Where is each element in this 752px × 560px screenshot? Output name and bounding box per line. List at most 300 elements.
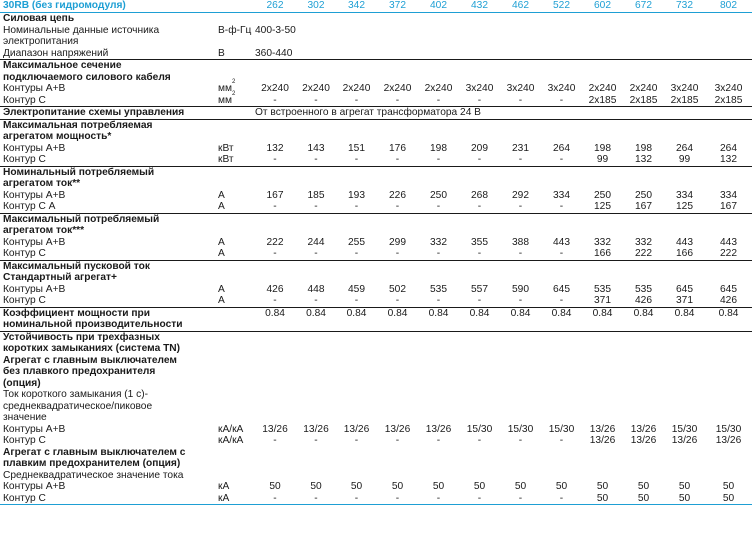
table-cell: 151 — [348, 142, 365, 154]
table-cell: 167 — [705, 201, 752, 213]
table-row — [0, 272, 752, 284]
table-cell: - — [377, 95, 418, 107]
table-cell — [418, 366, 459, 378]
table-cell: 264 — [720, 142, 737, 154]
table-cell: - — [500, 493, 541, 505]
table-cell — [500, 36, 541, 48]
table-cell — [582, 412, 623, 424]
row-unit — [216, 237, 254, 249]
table-cell — [377, 260, 418, 272]
row-label: плавким предохранителем (опция) — [3, 458, 181, 469]
table-cell — [254, 412, 296, 424]
table-cell: 15/30 — [507, 423, 534, 435]
table-cell — [705, 272, 752, 284]
table-cell: - — [459, 95, 500, 107]
table-cell — [500, 272, 541, 284]
table-cell: - — [477, 435, 482, 446]
table-cell — [500, 13, 541, 25]
table-cell: 13/26 — [303, 423, 329, 435]
table-cell — [336, 389, 377, 401]
table-cell — [459, 319, 500, 331]
table-cell — [582, 355, 623, 367]
row-label: Контур С — [0, 154, 216, 166]
row-unit — [216, 60, 254, 72]
table-cell — [582, 213, 623, 225]
model-heading: 30RB (без гидромодуля) — [0, 0, 216, 13]
table-cell — [541, 470, 582, 482]
table-cell — [705, 178, 752, 190]
table-cell: - — [500, 295, 541, 307]
table-row — [0, 355, 752, 367]
row-label: Контур С — [0, 493, 216, 505]
table-cell — [582, 343, 623, 355]
table-cell — [254, 355, 296, 367]
table-row — [0, 95, 752, 107]
row-unit — [216, 225, 254, 237]
table-cell — [254, 131, 296, 143]
row-label: Контуры А+В — [3, 236, 66, 248]
table-row — [0, 331, 752, 343]
table-cell — [541, 119, 582, 131]
row-unit — [216, 412, 254, 424]
table-cell: - — [273, 435, 277, 446]
table-cell: 0.84 — [674, 307, 695, 319]
table-row — [0, 72, 752, 84]
unit-text: кА — [218, 481, 230, 492]
table-cell — [623, 458, 664, 470]
unit-text: А — [218, 283, 225, 295]
table-cell — [459, 213, 500, 225]
table-cell — [541, 131, 582, 143]
table-cell — [377, 178, 418, 190]
table-cell — [336, 72, 377, 84]
table-cell — [623, 13, 664, 25]
span-value: 400-3-50 — [255, 24, 296, 36]
table-cell — [336, 119, 377, 131]
table-cell: 222 — [623, 248, 664, 260]
table-cell: - — [541, 201, 582, 213]
table-row — [0, 107, 752, 120]
table-cell — [377, 119, 418, 131]
table-cell: - — [254, 248, 296, 260]
table-cell: 426 — [623, 295, 664, 307]
table-cell — [459, 119, 500, 131]
table-cell — [541, 343, 582, 355]
table-cell — [623, 366, 664, 378]
table-row — [0, 470, 752, 482]
row-unit — [216, 366, 254, 378]
table-cell — [705, 470, 752, 482]
table-cell: 0.84 — [718, 307, 739, 319]
table-row — [0, 201, 752, 213]
table-cell: - — [459, 201, 500, 213]
table-row — [0, 458, 752, 470]
row-unit — [216, 389, 254, 401]
table-cell: 250 — [430, 189, 447, 201]
unit-column-header — [216, 0, 254, 13]
table-cell — [541, 331, 582, 343]
table-cell — [705, 366, 752, 378]
table-cell: 3x240 — [670, 83, 699, 94]
table-cell — [500, 366, 541, 378]
table-cell: 193 — [348, 189, 365, 201]
table-cell — [500, 401, 541, 413]
table-row — [0, 248, 752, 260]
table-cell: 50 — [596, 481, 609, 492]
table-cell — [459, 458, 500, 470]
table-cell: - — [541, 154, 582, 166]
table-cell — [500, 319, 541, 331]
table-cell: - — [296, 154, 336, 166]
table-cell: 15/30 — [466, 423, 493, 435]
table-cell — [296, 458, 336, 470]
row-label: Контуры А+В — [3, 83, 66, 94]
table-cell: 244 — [307, 236, 325, 248]
table-cell — [582, 72, 623, 84]
size-header: 462 — [500, 0, 541, 13]
unit-text: кА/кА — [218, 435, 244, 446]
table-cell: 13/26 — [589, 423, 616, 435]
table-cell — [500, 458, 541, 470]
table-cell: - — [377, 493, 418, 505]
table-cell: - — [395, 435, 400, 446]
table-cell — [664, 178, 705, 190]
table-cell — [541, 178, 582, 190]
table-cell — [336, 378, 377, 390]
table-cell: 3x240 — [465, 83, 494, 94]
row-label: Контуры А+В — [3, 142, 66, 154]
table-cell — [336, 343, 377, 355]
row-unit — [216, 190, 254, 202]
table-cell: 13/26 — [630, 435, 657, 446]
table-cell: 15/30 — [671, 423, 698, 435]
table-cell — [296, 166, 336, 178]
table-cell: 2x185 — [705, 95, 752, 107]
table-cell: 50 — [350, 481, 363, 492]
table-row — [0, 225, 752, 237]
table-cell: 15/30 — [548, 423, 575, 435]
table-row — [0, 166, 752, 178]
row-unit — [216, 272, 254, 284]
table-cell — [705, 343, 752, 355]
table-header-row — [0, 0, 752, 13]
table-cell: 535 — [594, 283, 611, 295]
row-unit — [216, 447, 254, 459]
row-label: Максимальное сечение — [3, 60, 122, 71]
row-unit — [216, 90, 254, 107]
table-cell — [418, 378, 459, 390]
table-cell: - — [354, 435, 359, 446]
table-cell — [296, 272, 336, 284]
row-unit — [216, 295, 254, 307]
table-cell — [541, 260, 582, 272]
table-cell — [336, 213, 377, 225]
table-cell — [296, 60, 336, 72]
table-cell — [500, 131, 541, 143]
table-cell: 231 — [512, 142, 529, 154]
table-row — [0, 307, 752, 319]
row-label: Устойчивость при трехфазных — [3, 331, 160, 343]
row-unit — [216, 143, 254, 155]
row-label: электропитания — [3, 36, 79, 47]
table-cell — [418, 60, 459, 72]
table-cell: - — [541, 95, 582, 107]
table-cell — [296, 72, 336, 84]
table-cell — [418, 260, 459, 272]
table-cell: 459 — [348, 283, 365, 295]
table-cell: 443 — [720, 236, 737, 248]
table-cell — [705, 60, 752, 72]
table-cell — [459, 412, 500, 424]
table-cell: 166 — [664, 248, 705, 260]
table-cell — [336, 225, 377, 237]
table-cell: - — [559, 435, 564, 446]
table-cell — [377, 447, 418, 459]
table-cell: 222 — [266, 236, 284, 248]
table-cell — [254, 13, 296, 25]
row-label: значение — [3, 412, 47, 423]
table-cell — [377, 72, 418, 84]
table-cell: 209 — [471, 142, 488, 154]
table-row — [0, 319, 752, 331]
table-cell — [500, 213, 541, 225]
table-cell — [582, 378, 623, 390]
table-cell — [336, 319, 377, 331]
row-label: Максимальный потребляемый — [3, 213, 160, 225]
unit-text: кА — [218, 492, 230, 504]
table-cell — [541, 272, 582, 284]
table-cell — [377, 412, 418, 424]
table-cell — [705, 72, 752, 84]
row-label: Контуры А+В — [3, 481, 66, 492]
table-cell — [336, 447, 377, 459]
table-row — [0, 295, 752, 307]
table-cell: 2x185 — [664, 95, 705, 107]
unit-text: А — [218, 201, 225, 212]
table-cell: - — [254, 493, 296, 505]
row-unit — [216, 213, 254, 225]
table-cell — [418, 355, 459, 367]
table-cell — [623, 378, 664, 390]
row-label: Стандартный агрегат+ — [3, 272, 117, 283]
table-cell: 645 — [676, 283, 693, 295]
row-label: Силовая цепь — [3, 13, 75, 24]
row-label: подключаемого силового кабеля — [3, 71, 171, 83]
table-row — [0, 493, 752, 505]
table-cell — [623, 331, 664, 343]
table-cell: - — [296, 493, 336, 505]
table-cell — [623, 166, 664, 178]
table-cell: 3x240 — [714, 83, 743, 94]
table-cell — [664, 166, 705, 178]
table-cell — [296, 13, 336, 25]
row-unit — [216, 248, 254, 260]
table-cell — [664, 401, 705, 413]
size-header: 262 — [254, 0, 296, 13]
table-cell: 0.84 — [346, 307, 367, 319]
table-row — [0, 48, 752, 60]
table-cell: 13/26 — [715, 435, 742, 446]
row-label: агрегатом мощность* — [3, 131, 112, 142]
table-cell — [459, 272, 500, 284]
table-cell — [459, 470, 500, 482]
table-cell — [623, 213, 664, 225]
table-cell — [500, 178, 541, 190]
table-cell: 250 — [635, 189, 652, 201]
table-cell — [296, 378, 336, 390]
table-cell: 226 — [389, 189, 406, 201]
table-cell — [664, 366, 705, 378]
table-cell: 13/26 — [425, 423, 452, 435]
table-cell — [664, 131, 705, 143]
table-cell — [377, 366, 418, 378]
table-cell: 125 — [664, 201, 705, 213]
table-cell — [541, 60, 582, 72]
row-label: Контур С — [0, 295, 216, 307]
table-cell — [459, 260, 500, 272]
row-label: коротких замыканиях (система TN) — [3, 343, 181, 354]
table-cell — [336, 131, 377, 143]
table-cell: 264 — [676, 142, 693, 154]
table-cell — [541, 389, 582, 401]
table-cell: - — [459, 248, 500, 260]
table-cell: - — [418, 154, 459, 166]
table-cell — [336, 458, 377, 470]
table-cell — [336, 412, 377, 424]
unit-superscript: 2 — [232, 79, 236, 85]
table-cell — [664, 389, 705, 401]
table-cell — [705, 355, 752, 367]
table-cell: 334 — [553, 189, 570, 201]
table-cell — [336, 366, 377, 378]
table-cell: 3x240 — [506, 83, 535, 94]
table-cell: 13/26 — [589, 435, 616, 446]
table-cell: 99 — [664, 154, 705, 166]
table-cell — [664, 272, 705, 284]
table-cell — [296, 343, 336, 355]
table-cell — [418, 401, 459, 413]
table-cell — [705, 401, 752, 413]
table-cell — [500, 355, 541, 367]
table-cell: 255 — [348, 236, 365, 248]
table-cell: 50 — [705, 493, 752, 505]
table-cell — [582, 319, 623, 331]
table-row — [0, 284, 752, 296]
row-unit — [216, 458, 254, 470]
table-cell: 388 — [512, 236, 529, 248]
table-cell — [377, 343, 418, 355]
table-cell: 50 — [391, 481, 404, 492]
row-unit — [216, 79, 254, 95]
table-cell: 0.84 — [387, 307, 408, 319]
table-cell — [254, 72, 296, 84]
table-cell — [377, 213, 418, 225]
table-cell — [623, 401, 664, 413]
table-cell: 2x240 — [302, 83, 330, 94]
table-cell — [254, 272, 296, 284]
table-cell — [500, 331, 541, 343]
table-cell — [582, 331, 623, 343]
table-cell: - — [500, 248, 541, 260]
table-row — [0, 83, 752, 95]
table-cell — [541, 355, 582, 367]
table-cell: - — [296, 295, 336, 307]
table-cell: - — [336, 201, 377, 213]
table-cell: 250 — [594, 189, 611, 201]
row-unit — [216, 284, 254, 296]
row-label: Контур С — [3, 435, 46, 446]
table-cell: - — [500, 95, 541, 107]
table-cell — [254, 389, 296, 401]
table-cell — [418, 36, 459, 48]
table-row — [0, 378, 752, 390]
size-header: 302 — [296, 0, 336, 13]
table-cell — [418, 72, 459, 84]
table-cell — [500, 447, 541, 459]
table-cell: 13/26 — [671, 435, 698, 446]
table-cell: 185 — [307, 189, 325, 201]
table-cell — [582, 260, 623, 272]
table-cell: 2x240 — [424, 83, 453, 94]
table-cell — [377, 331, 418, 343]
table-cell: - — [377, 154, 418, 166]
row-label: Электропитание схемы управления — [0, 107, 216, 120]
table-cell: 292 — [512, 189, 529, 201]
row-unit — [216, 470, 254, 482]
table-cell — [541, 213, 582, 225]
row-label: Номинальный потребляемый — [3, 166, 155, 178]
unit-text: В — [218, 47, 225, 59]
table-cell — [418, 225, 459, 237]
table-cell — [418, 13, 459, 25]
table-cell — [705, 260, 752, 272]
table-cell: 222 — [705, 248, 752, 260]
table-cell: - — [296, 95, 336, 107]
table-cell: - — [336, 154, 377, 166]
row-unit — [216, 378, 254, 390]
table-cell — [296, 178, 336, 190]
table-cell — [705, 319, 752, 331]
table-cell — [296, 319, 336, 331]
table-cell: 13/26 — [262, 423, 288, 435]
table-cell: 198 — [430, 142, 447, 154]
table-cell — [418, 131, 459, 143]
table-cell — [541, 72, 582, 84]
table-cell — [623, 470, 664, 482]
table-cell: 50 — [310, 481, 322, 492]
table-row — [0, 131, 752, 143]
table-cell: - — [296, 201, 336, 213]
table-cell — [459, 331, 500, 343]
table-row — [0, 447, 752, 459]
table-cell — [254, 213, 296, 225]
size-header: 672 — [623, 0, 664, 13]
table-cell: 426 — [705, 295, 752, 307]
table-cell — [623, 225, 664, 237]
table-cell — [418, 389, 459, 401]
row-unit — [216, 481, 254, 493]
table-cell — [254, 166, 296, 178]
table-row — [0, 36, 752, 48]
table-cell — [296, 412, 336, 424]
table-cell: - — [541, 295, 582, 307]
row-unit — [216, 119, 254, 131]
table-cell — [664, 60, 705, 72]
table-cell — [336, 401, 377, 413]
table-cell — [418, 343, 459, 355]
table-cell: 0.84 — [551, 307, 572, 319]
table-cell: - — [336, 248, 377, 260]
